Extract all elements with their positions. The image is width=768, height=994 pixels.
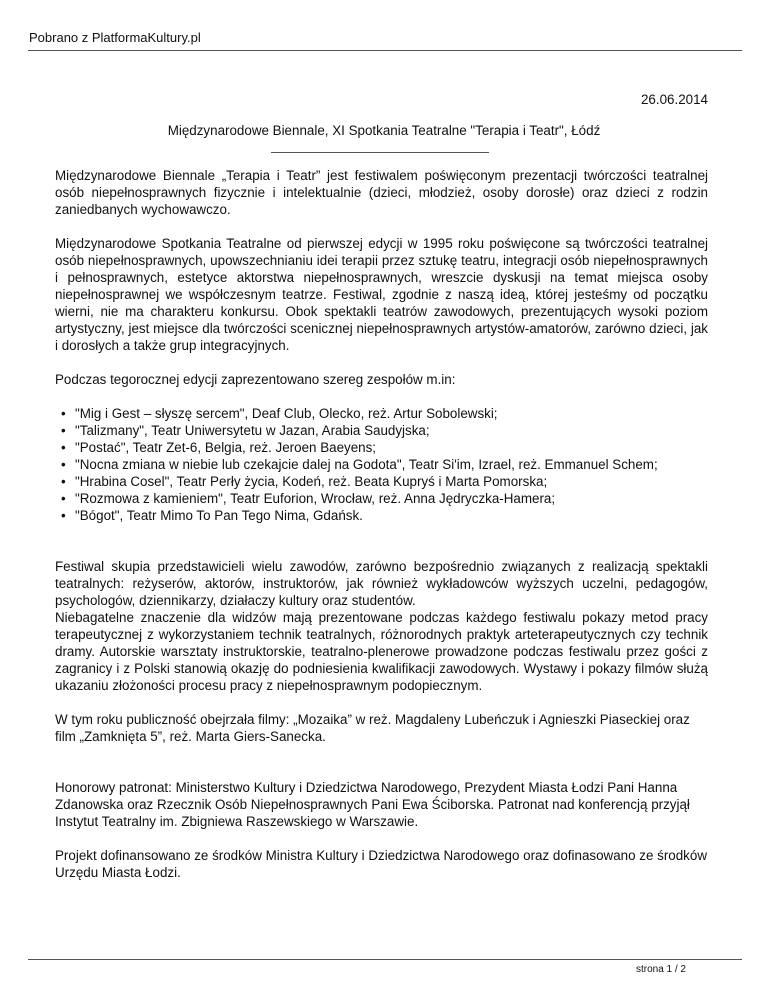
paragraph-history: Międzynarodowe Spotkania Teatralne od pierwszej edycji w 1995 roku poświęcone są twórczości teatralnej osób niepełnosprawnych, upowszechnianiu idei terapii przez sztukę teatru, integracji osób niepełnosprawnych i pełnosprawnych, estetyce aktorstwa niepełnosprawnych, wreszcie dyskusji na temat miejsca osoby niepełnosprawnej we współczesnym teatrze. Festiwal, zgodnie z naszą ideą, której jesteśmy od początku wierni, nie ma charakteru konkursu. Obok spektakli teatrów zawodowych, prezentujących wysoki poziom artystyczny, jest miejsce dla twórczości scenicznej niepełnosprawnych artystów-amatorów, zarówno dzieci, jak i dorosłych a także grup integracyjnych. xyxy=(55,236,708,353)
paragraph-festival: Festiwal skupia przedstawicieli wielu zawodów, zarówno bezpośrednio związanych z realizacją spektakli teatralnych: reżyserów, aktorów, instruktorów, jak również wykładowców wyższych uczelni, pedagogów, psychologów, dziennikarzy, działaczy kultury oraz studentów. xyxy=(55,559,708,608)
source-header: Pobrano z PlatformaKultury.pl xyxy=(29,30,201,45)
footer-divider xyxy=(28,959,742,960)
article-body xyxy=(55,167,708,881)
paragraph-intro: Międzynarodowe Biennale „Terapia i Teatr” jest festiwalem poświęconym prezentacji twórczości teatralnej osób niepełnosprawnych fizycznie i intelektualnie (dzieci, młodzież, osoby dorosłe) oraz dzieci z rodzin zaniedbanych wychowawczo. xyxy=(55,168,708,217)
article-date: 26.06.2014 xyxy=(640,92,708,107)
paragraph-patronage: Honorowy patronat: Ministerstwo Kultury i Dziedzictwa Narodowego, Prezydent Miasta Łodzi Pani Hanna Zdanowska oraz Rzecznik Osób Niepełnosprawnych Pani Ewa Ściborska. Patronat nad konferencją przyjął Instytut Teatralny im. Zbigniewa Raszewskiego w Warszawie. xyxy=(55,780,690,829)
list-item: • "Bógot", Teatr Mimo To Pan Tego Nima, Gdańsk. xyxy=(75,507,708,524)
paragraph-films: W tym roku publiczność obejrzała filmy: „Mozaika” w reż. Magdaleny Lubeńczuk i Agnieszki Piaseckiej oraz film „Zamknięta 5”, reż. Marta Giers-Sanecka. xyxy=(55,712,690,744)
paragraph-list-intro: Podczas tegorocznej edycji zaprezentowano szereg zespołów m.in: xyxy=(55,372,456,387)
list-item: • "Postać", Teatr Zet-6, Belgia, reż. Jeroen Baeyens; xyxy=(75,439,708,456)
paragraph-methods: Niebagatelne znaczenie dla widzów mają prezentowane podczas każdego festiwalu pokazy metod pracy terapeutycznej z wykorzystaniem technik teatralnych, różnorodnych praktyk arteterapeutycznych czy technik dramy. Autorskie warsztaty instruktorskie, teatralno-plenerowe prowadzone podczas festiwalu przez gości z zagranicy i z Polski stanowią okazję do podniesienia kwalifikacji zawodowych. Wystawy i pokazy filmów służą ukazaniu złożoności procesu pracy z niepełnosprawnym podopiecznym. xyxy=(55,610,708,693)
performances-list xyxy=(55,405,708,524)
list-item: • "Talizmany", Teatr Uniwersytetu w Jazan, Arabia Saudyjska; xyxy=(75,422,708,439)
paragraph-funding: Projekt dofinansowano ze środków Ministra Kultury i Dziedzictwa Narodowego oraz dofinasowano ze środków Urzędu Miasta Łodzi. xyxy=(55,848,707,880)
list-item: • "Hrabina Cosel", Teatr Perły życia, Kodeń, reż. Beata Kupryś i Marta Pomorska; xyxy=(75,473,708,490)
article-title: Międzynarodowe Biennale, XI Spotkania Teatralne "Terapia i Teatr", Łódź xyxy=(167,123,601,138)
list-item: • "Mig i Gest – słyszę sercem", Deaf Club, Olecko, reż. Artur Sobolewski; xyxy=(75,405,708,422)
list-item: • "Rozmowa z kamieniem", Teatr Euforion, Wrocław, reż. Anna Jędryczka-Hamera; xyxy=(75,490,708,507)
page-number: strona 1 / 2 xyxy=(635,964,686,975)
header-divider xyxy=(28,50,742,51)
list-item: • "Nocna zmiana w niebie lub czekajcie dalej na Godota", Teatr Si'im, Izrael, reż. Emmanuel Schem; xyxy=(75,456,708,473)
title-underline xyxy=(271,152,489,153)
